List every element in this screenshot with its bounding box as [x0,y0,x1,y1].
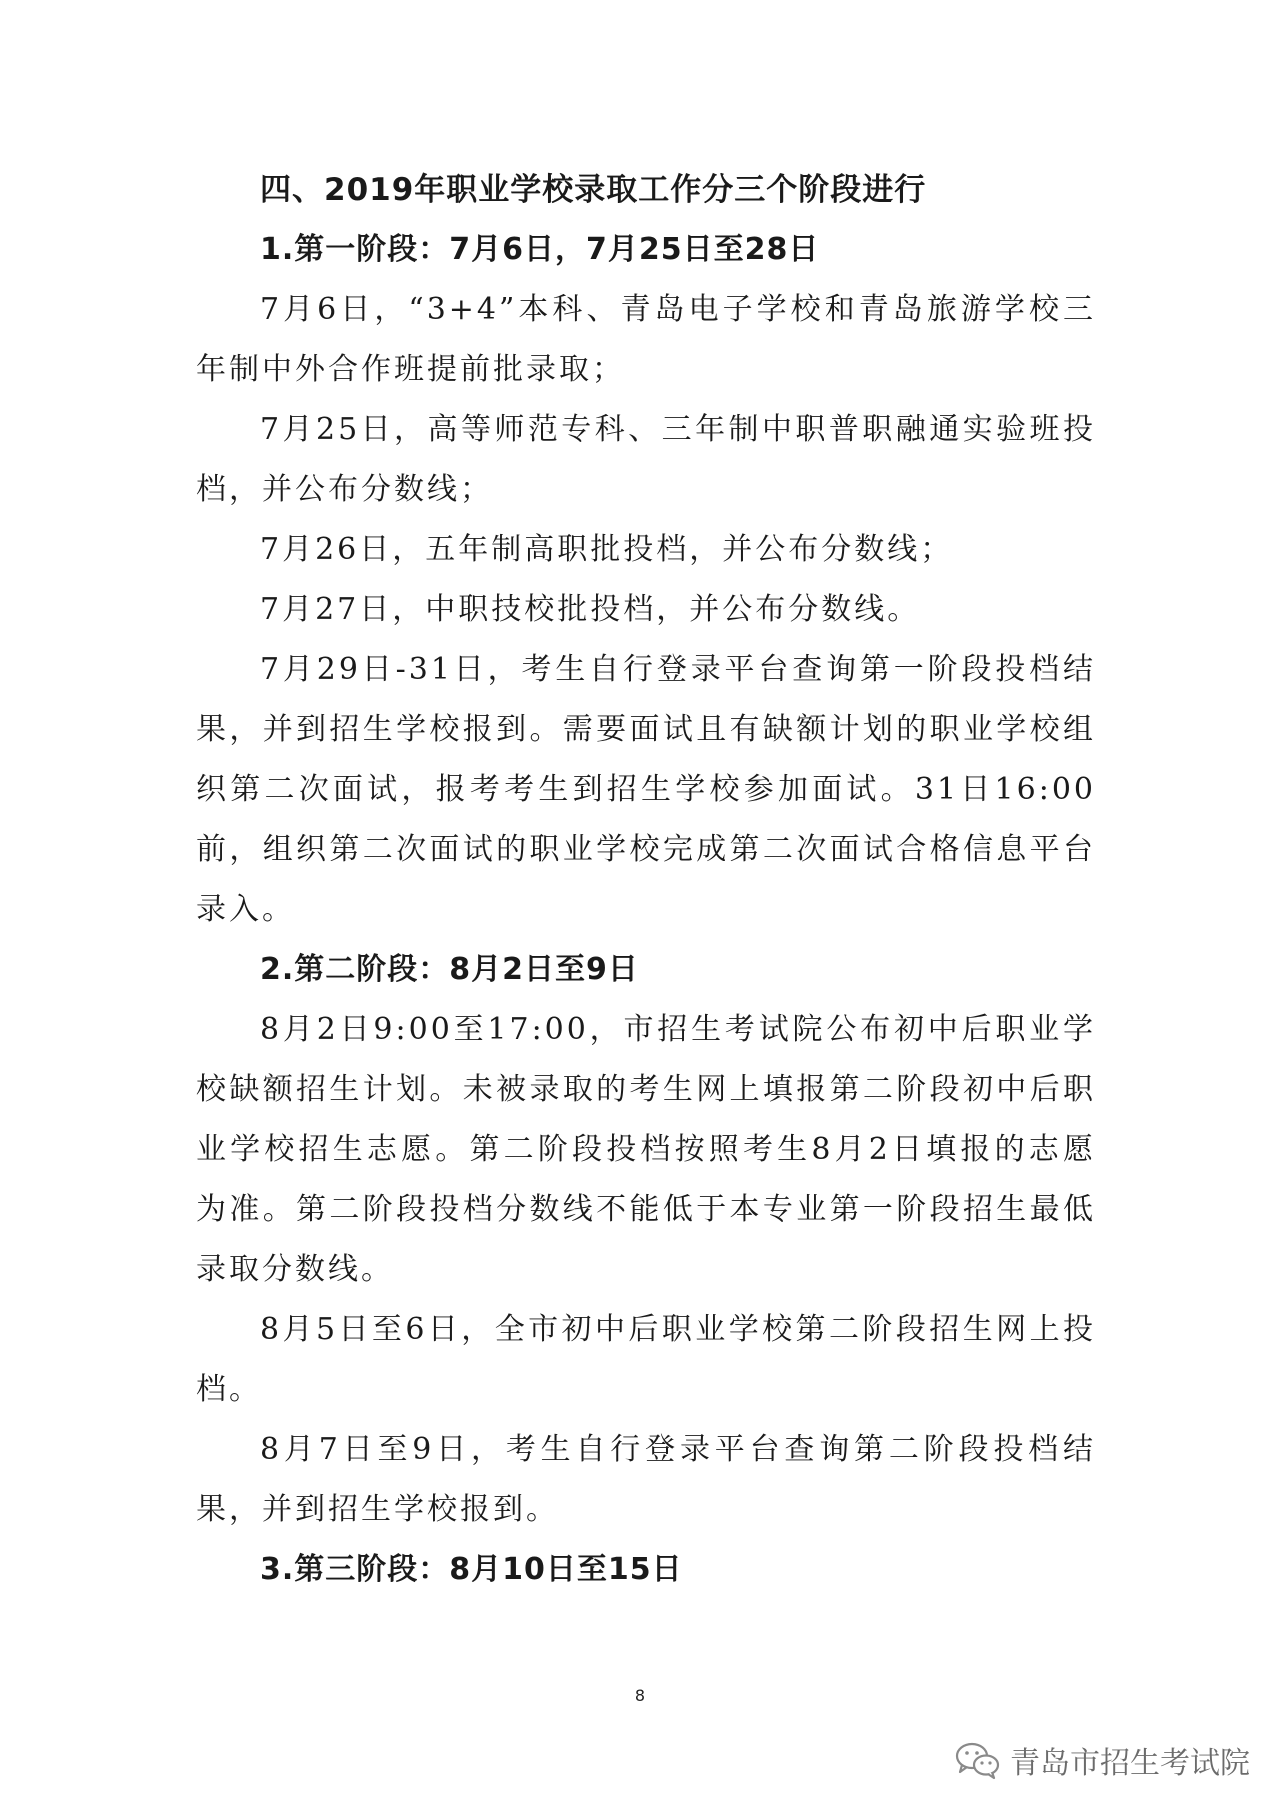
paragraph: 7月6日，“3+4”本科、青岛电子学校和青岛旅游学校三年制中外合作班提前批录取； [196,292,1096,387]
section-heading: 四、2019年职业学校录取工作分三个阶段进行 [260,172,927,208]
document-body [196,160,1096,1600]
paragraph: 8月7日至9日，考生自行登录平台查询第二阶段投档结果，并到招生学校报到。 [196,1432,1096,1527]
paragraph: 8月2日9:00至17:00，市招生考试院公布初中后职业学校缺额招生计划。未被录取的考生网上填报第二阶段初中后职业学校招生志愿。第二阶段投档按照考生8月2日填报的志愿为准。第二阶段投档分数线不能低于本专业第一阶段招生最低录取分数线。 [196,1012,1096,1287]
paragraph: 7月26日，五年制高职批投档，并公布分数线； [260,532,954,567]
watermark [954,1738,1250,1782]
wechat-icon [954,1740,1000,1780]
paragraph: 7月25日，高等师范专科、三年制中职普职融通实验班投档，并公布分数线； [196,412,1096,507]
paragraph: 8月5日至6日，全市初中后职业学校第二阶段招生网上投档。 [196,1312,1096,1407]
paragraph: 7月27日，中职技校批投档，并公布分数线。 [260,592,921,627]
paragraph: 7月29日-31日，考生自行登录平台查询第一阶段投档结果，并到招生学校报到。需要面试且有缺额计划的职业学校组织第二次面试，报考考生到招生学校参加面试。31日16:00前，组织第二次面试的职业学校完成第二次面试合格信息平台录入。 [196,652,1096,927]
stage-title: 1.第一阶段：7月6日，7月25日至28日 [260,232,820,267]
stage-title: 2.第二阶段：8月2日至9日 [260,952,639,987]
page-number: 8 [634,1686,646,1705]
watermark-text: 青岛市招生考试院 [1010,1746,1250,1781]
stage-title: 3.第三阶段：8月10日至15日 [260,1552,683,1587]
